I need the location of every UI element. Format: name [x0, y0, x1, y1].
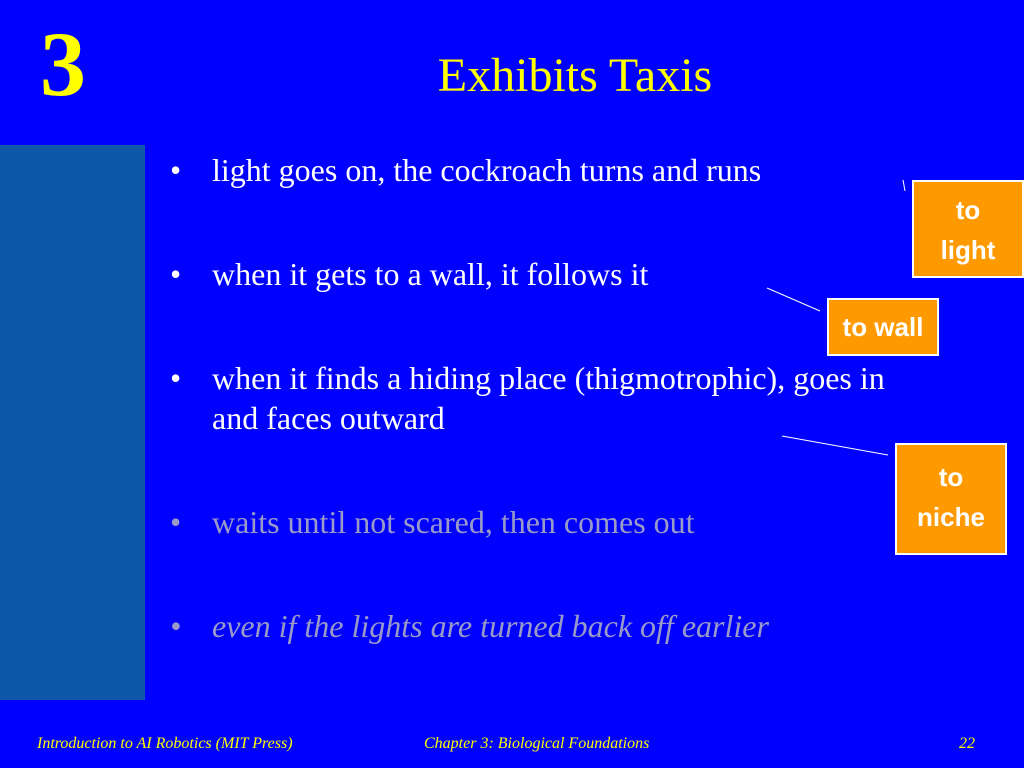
callout-text: to — [955, 195, 981, 225]
connector-line-wall — [767, 288, 820, 311]
chapter-number: 3 — [40, 13, 86, 115]
bullet-dot: • — [170, 608, 182, 644]
callout-text: to — [938, 462, 964, 492]
callout-text: niche — [917, 502, 985, 532]
page-number: 22 — [959, 735, 975, 752]
callout-text: to wall — [842, 312, 924, 342]
callout-to-wall — [827, 298, 939, 356]
callout-text: light — [940, 235, 996, 265]
callout-to-niche — [895, 443, 1007, 555]
footer-left: Introduction to AI Robotics (MIT Press) — [37, 735, 293, 752]
slide-title: Exhibits Taxis — [437, 49, 713, 102]
bullet-dot: • — [170, 360, 182, 396]
connector-line-niche — [782, 436, 888, 455]
connector-line-light — [903, 180, 905, 191]
bullet-text: light goes on, the cockroach turns and runs — [212, 152, 762, 188]
bullet-dot: • — [170, 152, 182, 188]
bullet-text: when it finds a hiding place (thigmotrophic), goes in and faces outward — [212, 360, 885, 436]
callout-to-light — [912, 180, 1024, 278]
bullet-dot: • — [170, 504, 182, 540]
bullet-text: even if the lights are turned back off earlier — [212, 608, 769, 644]
footer-center: Chapter 3: Biological Foundations — [424, 735, 650, 752]
bullet-dot: • — [170, 256, 182, 292]
bullet-text: waits until not scared, then comes out — [212, 504, 695, 540]
bullet-text: when it gets to a wall, it follows it — [212, 256, 649, 292]
